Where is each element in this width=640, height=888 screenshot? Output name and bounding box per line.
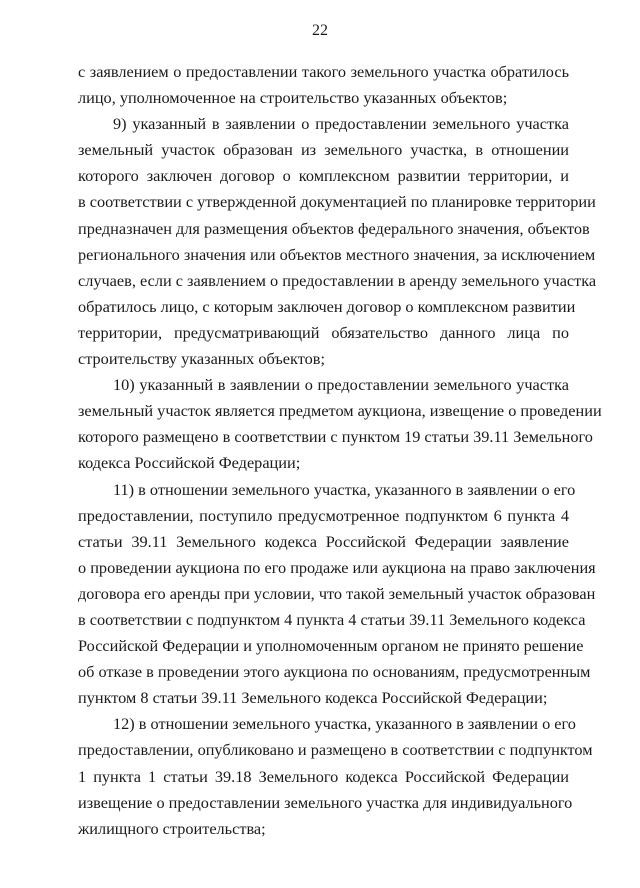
text-line: случаев, если с заявлением о предоставлении в аренду земельного участка [78, 270, 597, 290]
text-line: 1 пункта 1 статьи 39.18 Земельного кодекса Российской Федерации [78, 766, 569, 786]
text-line: статьи 39.11 Земельного кодекса Российской Федерации заявление [78, 531, 569, 551]
text-line: кодекса Российской Федерации; [78, 453, 301, 473]
paragraph-continuation [78, 59, 569, 111]
text-line: 12) в отношении земельного участка, указанного в заявлении о его [113, 714, 576, 734]
text-line: в соответствии с подпунктом 4 пункта 4 статьи 39.11 Земельного кодекса [78, 609, 586, 629]
text-line: извещение о предоставлении земельного участка для индивидуального [78, 792, 573, 812]
text-line: пунктом 8 статьи 39.11 Земельного кодекса Российской Федерации; [78, 688, 548, 708]
text-line: предназначен для размещения объектов федерального значения, объектов [78, 218, 590, 238]
text-line: об отказе в проведении этого аукциона по основаниям, предусмотренным [78, 662, 591, 682]
paragraph-item-11 [78, 477, 596, 712]
text-line: договора его аренды при условии, что такой земельный участок образован [78, 583, 596, 603]
text-line: обратилось лицо, с которым заключен договор о комплексном развитии [78, 296, 576, 316]
text-line: предоставлении, поступило предусмотренное подпунктом 6 пункта 4 [78, 505, 569, 525]
text-line: 9) указанный в заявлении о предоставлении земельного участка [113, 114, 569, 134]
text-line: территории, предусматривающий обязательство данного лица по [78, 322, 569, 342]
page-number: 22 [312, 22, 328, 39]
text-line: земельный участок является предметом аукциона, извещение о проведении [78, 401, 602, 421]
text-line: с заявлением о предоставлении такого земельного участка обратилось [78, 62, 569, 81]
text-line: регионального значения или объектов местного значения, за исключением [78, 244, 596, 264]
document-body [78, 59, 602, 842]
paragraph-item-12 [78, 711, 593, 841]
text-line: 10) указанный в заявлении о предоставлении земельного участка [113, 375, 569, 395]
text-line: о проведении аукциона по его продаже или аукциона на право заключения [78, 557, 596, 577]
text-line: строительству указанных объектов; [78, 349, 325, 369]
text-line: в соответствии с утвержденной документацией по планировке территории [78, 192, 596, 212]
text-line: жилищного строительства; [78, 818, 266, 838]
text-line: предоставлении, опубликовано и размещено в соответствии с подпунктом [78, 740, 593, 760]
text-line: лицо, уполномоченное на строительство указанных объектов; [78, 88, 508, 108]
text-line: Российской Федерации и уполномоченным органом не принято решение [78, 636, 584, 656]
text-line: которого заключен договор о комплексном развитии территории, и [78, 166, 569, 186]
text-line: земельный участок образован из земельного участка, в отношении [78, 140, 569, 160]
paragraph-item-10 [78, 372, 602, 476]
text-line: 11) в отношении земельного участка, указанного в заявлении о его [113, 479, 576, 499]
text-line: которого размещено в соответствии с пунктом 19 статьи 39.11 Земельного [78, 427, 593, 447]
paragraph-item-9 [78, 111, 597, 372]
